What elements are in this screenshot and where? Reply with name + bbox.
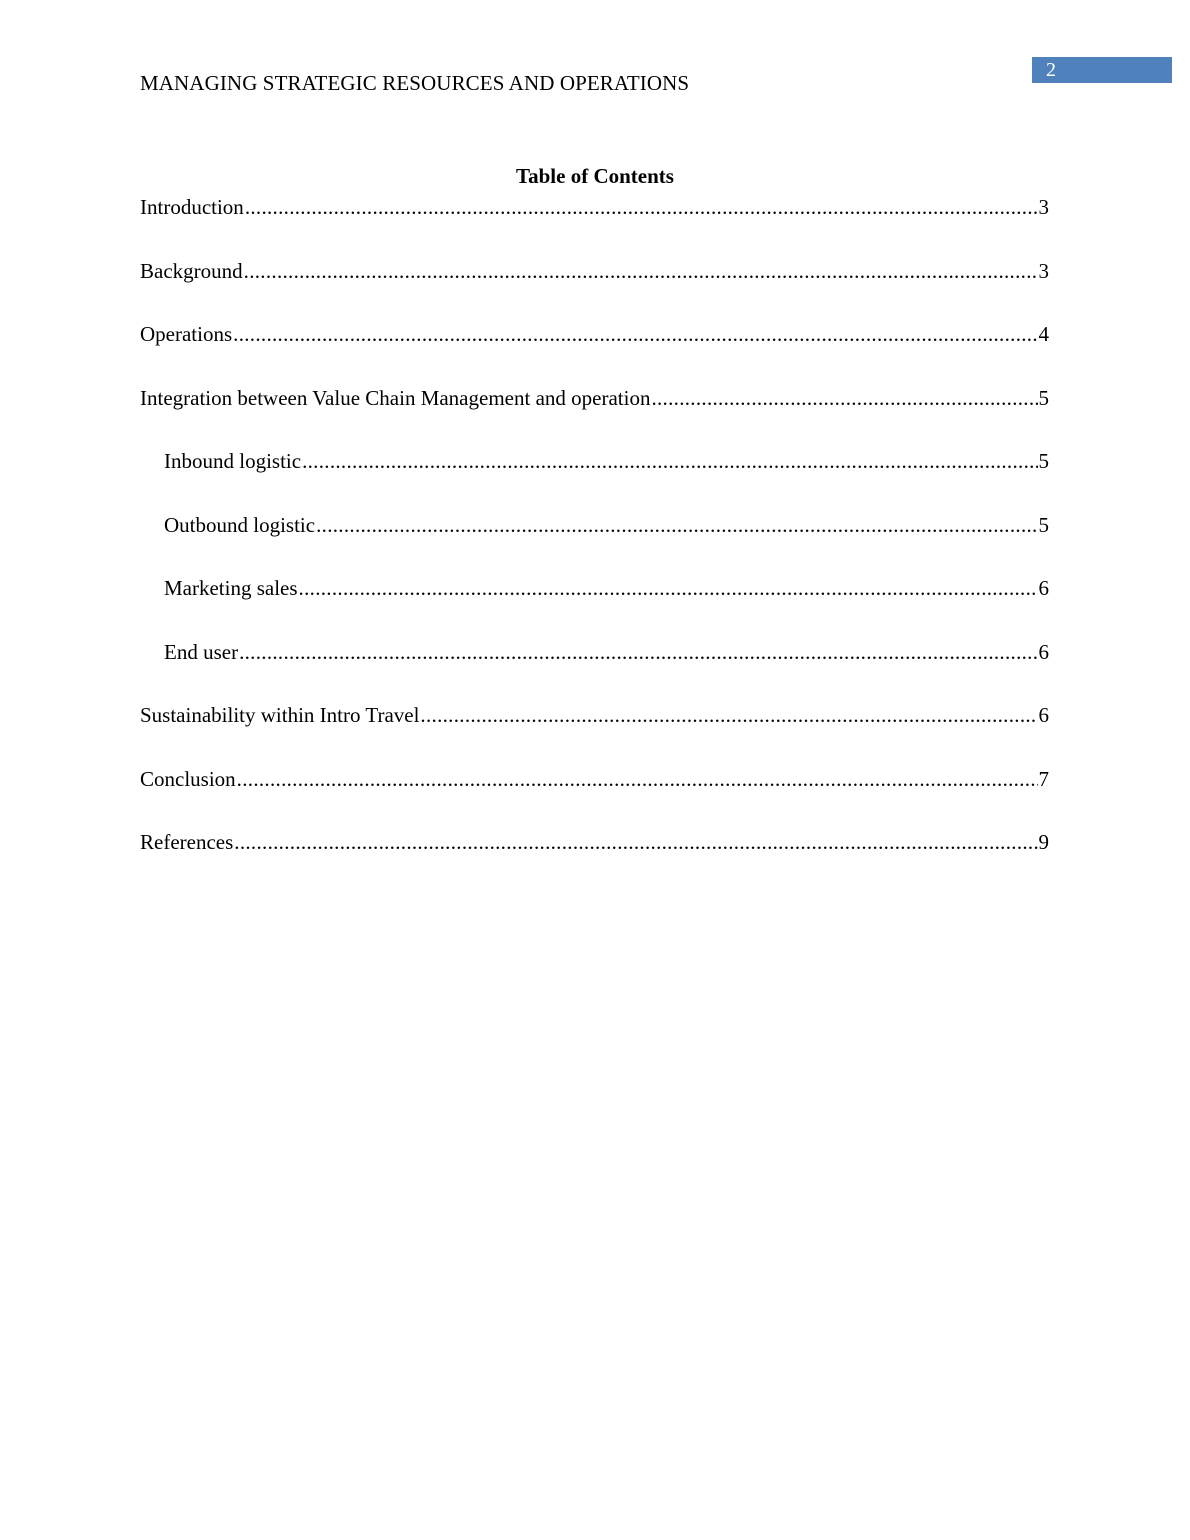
running-head: MANAGING STRATEGIC RESOURCES AND OPERATIONS <box>140 71 690 95</box>
toc-dot-leader <box>237 765 1038 793</box>
toc-entry-label: Operations <box>140 322 233 346</box>
toc-entry-end-user[interactable] <box>140 638 1049 702</box>
toc-entry-references[interactable] <box>140 828 1049 892</box>
toc-dot-leader <box>316 511 1037 539</box>
toc-entry-label: Marketing sales <box>164 576 298 600</box>
page-number-box <box>1032 57 1172 83</box>
toc-entry-integration[interactable] <box>140 384 1049 448</box>
toc-dot-leader <box>245 193 1038 221</box>
toc-entry-label: Introduction <box>140 195 244 219</box>
toc-dot-leader <box>239 638 1037 666</box>
toc-entry-inbound-logistic[interactable] <box>140 447 1049 511</box>
toc-dot-leader <box>299 574 1038 602</box>
toc-entry-introduction[interactable] <box>140 193 1049 257</box>
toc-entry-page: 5 <box>1038 512 1049 537</box>
toc-title: Table of Contents <box>516 164 674 188</box>
toc-dot-leader <box>420 701 1037 729</box>
toc-entry-page: 3 <box>1038 195 1049 219</box>
toc-dot-leader <box>651 384 1037 412</box>
toc-dot-leader <box>233 320 1037 348</box>
toc-entry-page: 6 <box>1038 703 1049 727</box>
toc-entry-page: 4 <box>1038 322 1049 346</box>
toc-entry-outbound-logistic[interactable] <box>140 511 1049 575</box>
toc-entry-page: 6 <box>1038 576 1049 600</box>
toc-entry-operations[interactable] <box>140 320 1049 384</box>
toc-entry-marketing-sales[interactable] <box>140 574 1049 638</box>
toc-dot-leader <box>302 447 1037 475</box>
toc-entry-page: 3 <box>1038 258 1049 283</box>
toc-entry-page: 7 <box>1038 766 1049 791</box>
toc-entry-page: 9 <box>1038 830 1049 854</box>
toc-entry-label: Outbound logistic <box>164 512 316 537</box>
toc-list <box>140 193 1049 892</box>
toc-entry-label: Integration between Value Chain Management and operation <box>140 385 651 410</box>
toc-entry-label: Background <box>140 258 243 283</box>
toc-entry-page: 5 <box>1038 449 1049 473</box>
toc-entry-label: Conclusion <box>140 766 236 791</box>
toc-entry-label: References <box>140 830 234 854</box>
toc-entry-background[interactable] <box>140 257 1049 321</box>
toc-entry-label: Sustainability within Intro Travel <box>140 703 420 727</box>
toc-entry-sustainability[interactable] <box>140 701 1049 765</box>
page-number: 2 <box>1046 59 1056 81</box>
toc-dot-leader <box>244 257 1038 285</box>
toc-entry-conclusion[interactable] <box>140 765 1049 829</box>
toc-entry-label: End user <box>164 639 239 664</box>
toc-entry-page: 6 <box>1038 639 1049 664</box>
toc-dot-leader <box>234 828 1037 856</box>
toc-entry-label: Inbound logistic <box>164 449 302 473</box>
toc-entry-page: 5 <box>1038 385 1049 410</box>
